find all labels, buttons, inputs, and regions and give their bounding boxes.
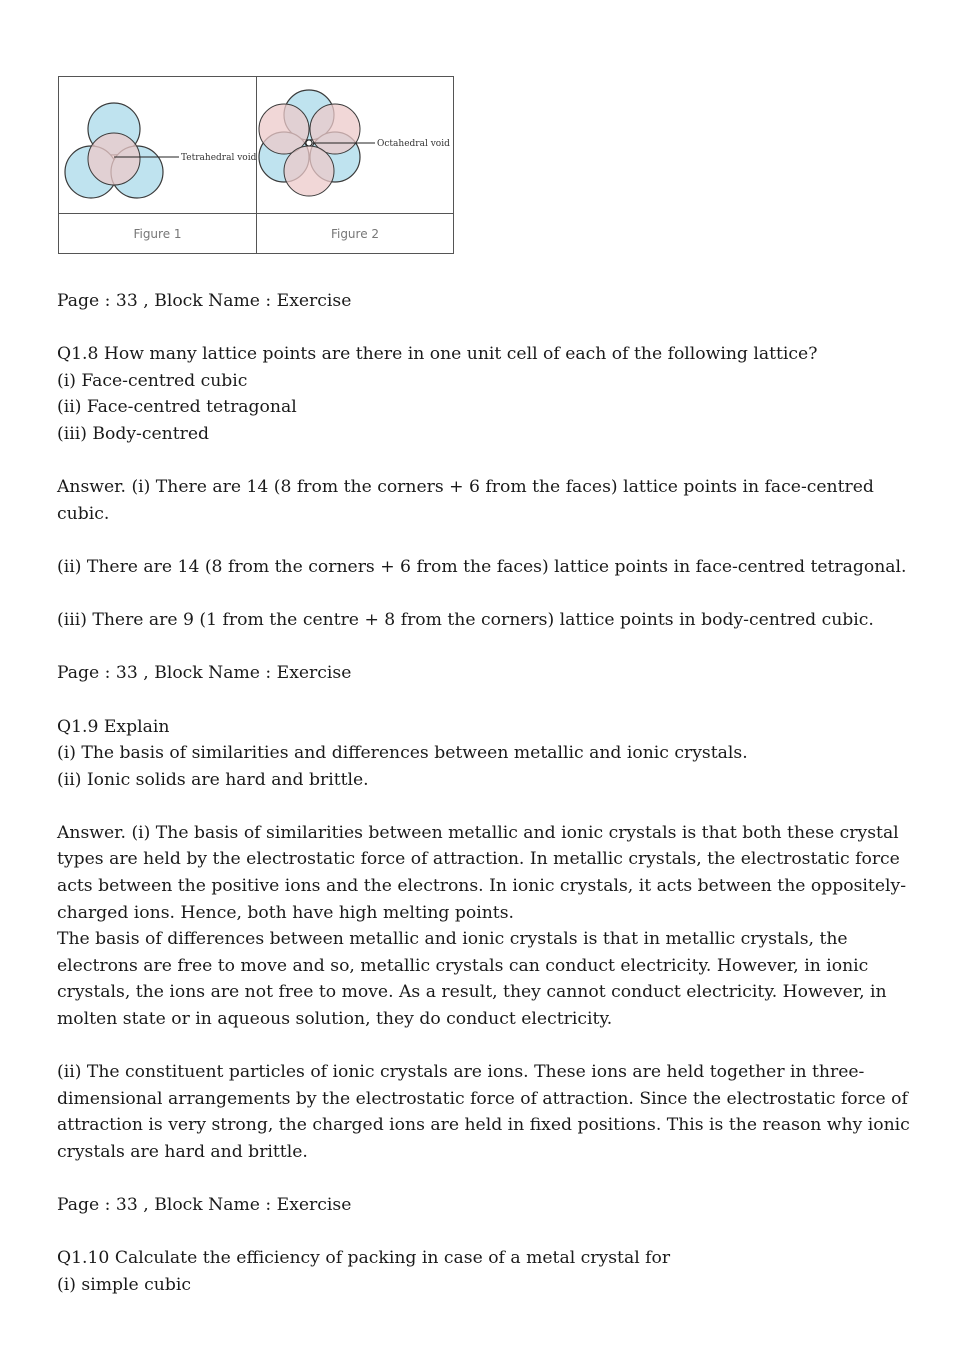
sphere-pink-topleft [259,104,309,154]
question-line: (i) Face-centred cubic [57,370,248,391]
answer-line: The basis of differences between metallic and ionic crystals is that in metallic crystals, the [57,929,848,950]
answer-paragraph: (iii) There are 9 (1 from the centre + 8 from the corners) lattice points in body-centred cubic. [57,610,874,631]
answer-line: crystals are hard and brittle. [57,1142,308,1162]
question-line: Q1.9 Explain [57,716,170,737]
section-header: Page : 33 , Block Name : Exercise [57,291,352,311]
sphere-middle-layer [88,133,140,185]
figure-2-cell [257,77,453,213]
answer-line: dimensional arrangements by the electrostatic force of attraction. Since the electrostatic force of [57,1088,908,1109]
question-line: (ii) Face-centred tetragonal [57,397,297,418]
question-line: (i) simple cubic [57,1274,191,1295]
octahedral-void-marker [306,140,312,146]
section-header: Page : 33 , Block Name : Exercise [57,663,352,684]
question-line: Q1.10 Calculate the efficiency of packing in case of a metal crystal for [57,1248,671,1269]
answer-line: electrons are free to move and so, metallic crystals can conduct electricity. However, in ionic [57,955,869,976]
section-header: Page : 33 , Block Name : Exercise [57,1195,352,1216]
answer-paragraph: Answer. (i) There are 14 (8 from the corners + 6 from the faces) lattice points in face-centred cubic. [57,477,874,524]
answer-line: acts between the positive ions and the electrons. In ionic crystals, it acts between the oppositely- [57,876,907,897]
answer-line: crystals, the ions are not free to move. As a result, they cannot conduct electricity. However, in [57,982,887,1003]
answer-line: charged ions. Hence, both have high melting points. [57,902,514,923]
question-line: (ii) Ionic solids are hard and brittle. [57,769,369,790]
answer-paragraph: (ii) There are 14 (8 from the corners + 6 from the faces) lattice points in face-centred tetragonal. [57,556,907,577]
figure-1-cell [59,77,257,213]
question-line: (i) The basis of similarities and differences between metallic and ionic crystals. [57,743,748,764]
tetrahedral-void-diagram [59,77,257,213]
sphere-pink-topright [310,104,360,154]
question-line: Q1.8 How many lattice points are there in one unit cell of each of the following lattice? [57,344,818,365]
caption-row [59,213,453,253]
answer-line: (ii) The constituent particles of ionic crystals are ions. These ions are held together in three- [57,1062,865,1083]
answer-line: molten state or in aqueous solution, they do conduct electricity. [57,1009,613,1030]
tetrahedral-void-label: Tetrahedral void [181,153,257,163]
sphere-pink-bottom [284,146,334,196]
octahedral-void-diagram [257,77,453,213]
figure-2-caption: Figure 2 [330,227,380,241]
figure-table [58,76,454,254]
document-body [57,288,917,1299]
answer-line: attraction is very strong, the charged ions are held in fixed positions. This is the reason why ionic [57,1115,910,1136]
figure-1-caption: Figure 1 [59,214,257,254]
answer-line: Answer. (i) The basis of similarities between metallic and ionic crystals is that both these crystal [57,822,899,843]
question-line: (iii) Body-centred [57,423,210,444]
octahedral-void-label: Octahedral void [377,139,450,149]
answer-line: types are held by the electrostatic force of attraction. In metallic crystals, the electrostatic force [57,849,900,870]
